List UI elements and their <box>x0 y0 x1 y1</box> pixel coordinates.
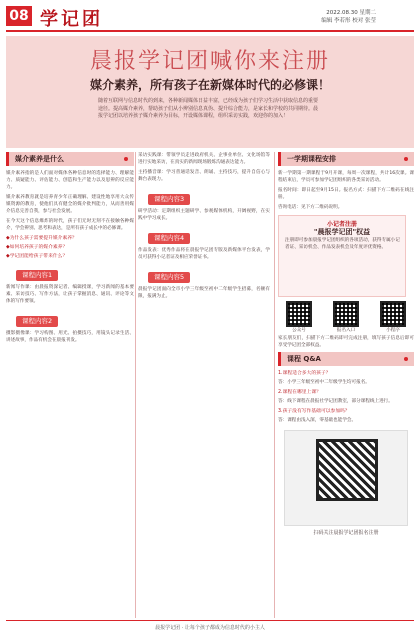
lesson-text: 晨报学记团面向全市小学三年级至初中二年级学生招募，名额有限，报满为止。 <box>138 287 270 299</box>
heading-dot-icon <box>404 157 408 161</box>
page-number: 08 <box>6 6 32 26</box>
qr-code-icon[interactable] <box>380 301 406 327</box>
page-header <box>0 0 420 34</box>
column-divider <box>135 152 136 618</box>
article-paragraph: 主持播音课：学习普通话发音、朗诵、主持技巧，提升自信心与舞台表现力。 <box>138 170 270 182</box>
heading-dot-icon <box>124 157 128 161</box>
page-footer: 晨报学记团 · 让每个孩子都成为信息时代的小主人 <box>155 625 265 631</box>
right-column <box>278 152 414 536</box>
registration-title: 小记者注册 <box>326 221 357 228</box>
heading-dot-icon <box>404 357 408 361</box>
left-column <box>6 152 134 347</box>
faq-answer: 答：小学三年级至初中二年级学生均可报名。 <box>278 380 370 385</box>
article-paragraph: 媒介素养指的是人们面对媒体各种信息时的选择能力、理解能力、质疑能力、评估能力、创造和生产能力以及思辨的反应能力。 <box>6 171 134 190</box>
registration-body: 注册即可参加晨报学记团组织的各项活动，获得专属小记者证、采访机会、作品发表机会及年度评优资格。 <box>285 238 400 250</box>
section-heading-text: 媒介素养是什么 <box>15 155 64 163</box>
lesson-label: 课程内容1 <box>16 270 58 281</box>
faq-answer: 答：线下课程在晨报社学记团教室，部分课程线上进行。 <box>278 399 393 404</box>
qr-code-icon[interactable] <box>333 301 359 327</box>
issue-date: 2022.08.30 星期二 <box>326 10 376 16</box>
question-item: ◆为什么孩子需要提升媒介素养？ <box>6 236 77 241</box>
lesson-label: 课程内容3 <box>148 194 190 205</box>
registration-subtitle: "晨报学记团"权益 <box>313 228 371 236</box>
qr-label: 小程序 <box>386 328 400 333</box>
lesson-text: 摄影摄像课：学习构图、用光、拍摄技巧，用镜头记录生活、讲述故事，作品有机会在晨报刊发。 <box>6 331 134 343</box>
footer-rule <box>6 620 414 621</box>
section-heading <box>278 152 414 166</box>
qr-label: 报名入口 <box>336 328 356 333</box>
qr-item <box>380 301 406 333</box>
faq-question: 2.课程在哪里上课？ <box>278 390 321 395</box>
article-paragraph: 报名时间：即日起至9月15日。报名方式：扫描下方二维码在线注册。 <box>278 188 414 200</box>
lesson-text: 作品发表：优秀作品将在晨报学记团专版及新媒体平台发表，学员可获得小记者证及相应荣誉证书。 <box>138 248 270 260</box>
question-item: ◆学记团能给孩子带来什么？ <box>6 254 68 259</box>
section-heading <box>278 352 414 366</box>
qr-label: 公众号 <box>292 328 306 333</box>
article-paragraph: 新一学期第一期课程于9月开课，每周一次课程，共计16次课。课程结束后，学员可参加学记团组织的各类采访活动。 <box>278 171 414 183</box>
promo-caption: 扫码关注晨报学记团报名注册 <box>313 530 379 536</box>
middle-column <box>138 152 270 303</box>
lesson-text: 研学活动：定期组织主题研学、参观媒体机构，开阔视野，在实践中学习成长。 <box>138 209 270 221</box>
lesson-label: 课程内容2 <box>16 316 58 327</box>
headline-banner <box>6 36 414 148</box>
lesson-label: 课程内容4 <box>148 233 190 244</box>
section-title: 学记团 <box>40 9 103 30</box>
header-rule <box>6 30 414 32</box>
qr-item <box>286 301 312 333</box>
promo-qr-block <box>284 430 408 526</box>
qr-item <box>333 301 359 333</box>
qr-code-row <box>278 301 414 333</box>
faq-question: 1.课程适合多大的孩子？ <box>278 371 331 376</box>
question-item: ◆如何培养孩子的媒介素养？ <box>6 245 68 250</box>
section-heading-text: 一学期课程安排 <box>287 155 336 163</box>
article-paragraph: 家长朋友们，扫描下方二维码即可完成注册，填写孩子信息后即可享受学记团全部权益。 <box>278 336 414 348</box>
column-divider <box>274 152 275 618</box>
faq-question: 3.孩子没有写作基础可以参加吗？ <box>278 409 350 414</box>
section-heading <box>6 152 134 166</box>
editor-credit: 编辑 李若彤 校对 张莹 <box>321 18 376 24</box>
banner-title: 晨报学记团喊你来注册 <box>89 49 330 74</box>
article-paragraph: 采访实践课：带领学员走进政府机关、企事业单位、文化场馆等进行实地采访，在真实的新闻现场锻炼沟通表达能力。 <box>138 153 270 165</box>
article-paragraph: 在今天这个信息爆炸的时代，孩子们无时无刻不在接触各种媒介，学会辨别、思考和表达，是所有孩子成长中的必修课。 <box>6 219 134 231</box>
qr-code-icon[interactable] <box>286 301 312 327</box>
header-meta <box>321 9 376 25</box>
section-heading-text: 课程 Q&A <box>287 355 321 363</box>
lesson-text: 新闻写作课：由晨报资深记者、编辑授课，学习新闻的基本要素、采访技巧、写作方法，让孩子掌握消息、通讯、评论等文体的写作要领。 <box>6 285 134 304</box>
article-paragraph: 媒介素养教育就是培养青少年正确理解、建设性地享用大众传媒资源的教育，使他们具有健全的媒介批判能力，从而善用媒介信息完善自我，参与社会发展。 <box>6 195 134 214</box>
banner-intro: 随着互联网与信息时代的到来，各种新闻媒体日益丰富，已经成为孩子们学习生活中获取信息的重要途径。提高媒介素养，帮助孩子们从小辨别信息真伪、提升综合能力，是家长和学校的共同期待。晨报学记团以培养孩子媒介素养为目标，开设媒体课程，组织采访实践，欢迎你的加入！ <box>98 98 319 120</box>
registration-box <box>278 215 406 297</box>
lesson-label: 课程内容5 <box>148 272 190 283</box>
promo-qr-code-icon[interactable] <box>316 439 378 501</box>
article-paragraph: 咨询电话：见下方二维码说明。 <box>278 205 343 210</box>
banner-subtitle: 媒介素养，所有孩子在新媒体时代的必修课！ <box>89 78 330 92</box>
faq-answer: 答：课程由浅入深，零基础也能学会。 <box>278 418 357 423</box>
